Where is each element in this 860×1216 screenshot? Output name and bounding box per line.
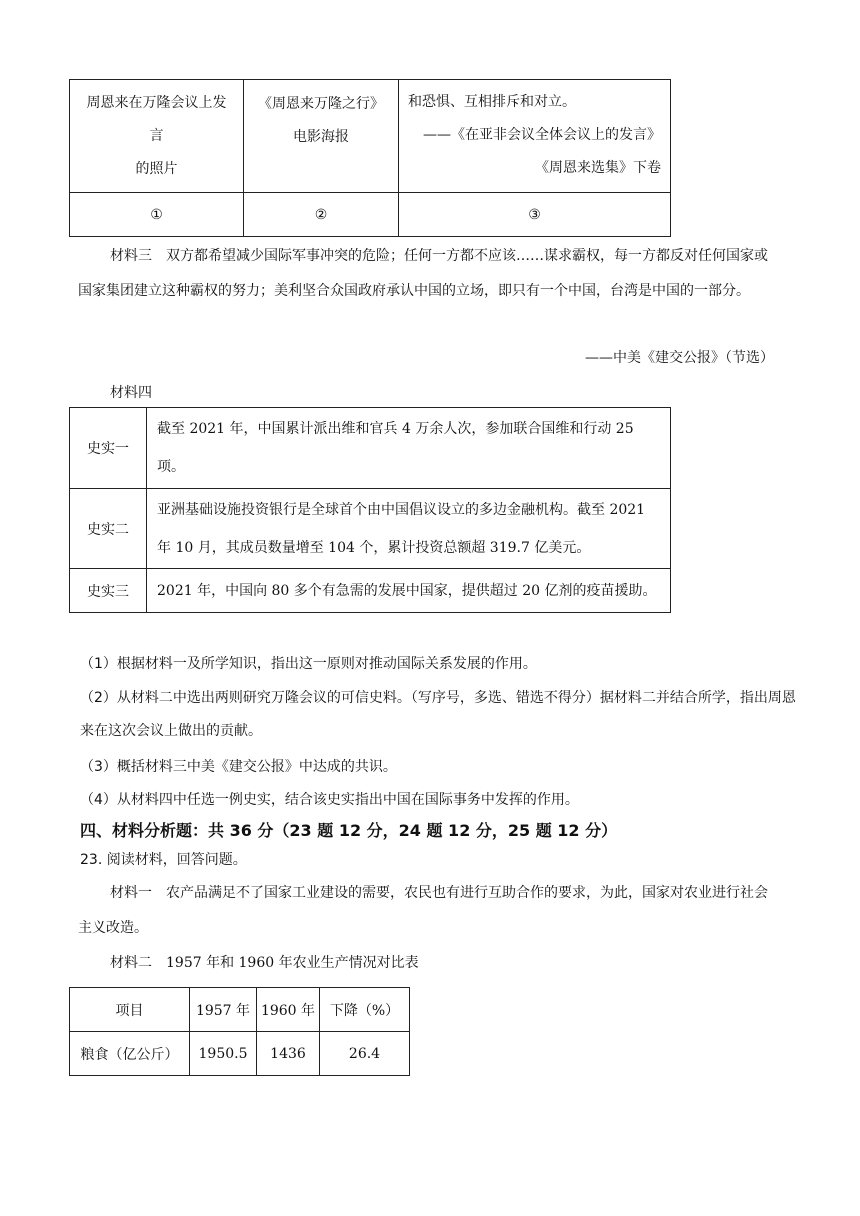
q23-title: 23. 阅读材料，回答问题。 — [80, 852, 247, 868]
cell-line: 周恩来在万隆会议上发 — [86, 94, 227, 111]
fact-text: 亚洲基础设施投资银行是全球首个由中国倡议设立的多边金融机构。截至 2021 年 10 月，其成员数量增至 104 个，累计投资总额超 319.7 亿美元。 — [147, 489, 671, 569]
q23-material2-title: 材料二 1957 年和 1960 年农业生产情况对比表 — [110, 955, 419, 971]
table-cell: 粮食（亿公斤） — [70, 1032, 190, 1076]
material3-source: ——中美《建交公报》（节选） — [585, 350, 774, 366]
table-header: 1957 年 — [190, 988, 257, 1032]
speech-source: ——《在亚非会议全体会议上的发言》 — [423, 127, 661, 143]
speech-text: 和恐惧、互相排斥和对立。 — [408, 94, 576, 110]
table-header: 项目 — [70, 988, 190, 1032]
cell-line: 的照片 — [135, 160, 178, 177]
material2-table — [69, 79, 671, 237]
fact-label: 史实一 — [70, 408, 147, 489]
question-4: （4）从材料四中任选一例史实，结合该史实指出中国在国际事务中发挥的作用。 — [80, 792, 579, 808]
fact-text: 2021 年，中国向 80 多个有急需的发展中国家，提供超过 20 亿剂的疫苗援助。 — [147, 569, 671, 613]
material4-label: 材料四 — [110, 385, 152, 401]
question-3: （3）概括材料三中美《建交公报》中达成的共识。 — [80, 759, 397, 775]
fact-label: 史实二 — [70, 489, 147, 569]
fact-text: 截至 2021 年，中国累计派出维和官兵 4 万余人次，参加联合国维和行动 25 项。 — [147, 408, 671, 489]
table-cell: 1950.5 — [190, 1032, 257, 1076]
fact-label: 史实三 — [70, 569, 147, 613]
material4-table — [69, 407, 671, 613]
agriculture-table — [69, 987, 410, 1076]
option-2: ② — [244, 193, 399, 237]
material2-cell-speech — [399, 80, 671, 193]
material3-text: 材料三 双方都希望减少国际军事冲突的危险；任何一方都不应该……谋求霸权，每一方都反对任何国家或国家集团建立这种霸权的努力；美利坚合众国政府承认中国的立场，即只有一个中国，台湾是中国的一部分。 — [78, 248, 768, 299]
question-1: （1）根据材料一及所学知识，指出这一原则对推动国际关系发展的作用。 — [80, 656, 537, 672]
cell-line: 电影海报 — [293, 129, 349, 145]
table-header: 1960 年 — [257, 988, 320, 1032]
material2-cell-photo — [70, 80, 244, 193]
cell-line: 《周恩来万隆之行》 — [258, 96, 384, 112]
question-2: （2）从材料二中选出两则研究万隆会议的可信史料。（写序号，多选、错选不得分）据材料二并结合所学，指出周恩来在这次会议上做出的贡献。 — [80, 690, 796, 739]
speech-book: 《周恩来选集》下卷 — [535, 160, 661, 176]
table-header: 下降（%） — [320, 988, 410, 1032]
material2-cell-poster — [244, 80, 399, 193]
q23-material1: 材料一 农产品满足不了国家工业建设的需要，农民也有进行互助合作的要求，为此，国家对农业进行社会主义改造。 — [78, 885, 768, 936]
option-1: ① — [70, 193, 244, 237]
option-3: ③ — [399, 193, 671, 237]
table-cell: 26.4 — [320, 1032, 410, 1076]
table-cell: 1436 — [257, 1032, 320, 1076]
section-heading: 四、材料分析题：共 36 分（23 题 12 分，24 题 12 分，25 题 12 分） — [80, 821, 618, 840]
cell-line: 言 — [149, 127, 164, 144]
